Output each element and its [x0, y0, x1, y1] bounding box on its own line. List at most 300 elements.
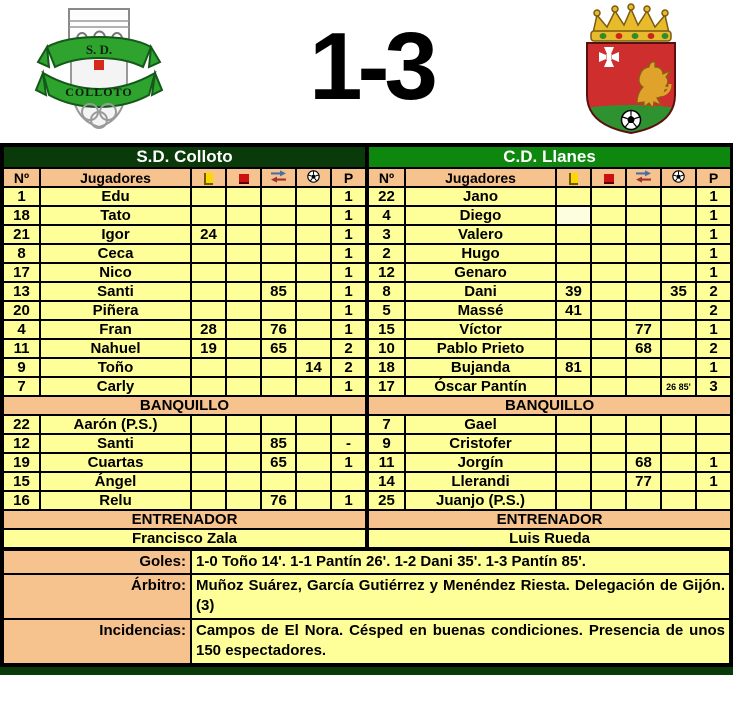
player-number: 4: [368, 206, 405, 225]
matches-played: 2: [696, 282, 731, 301]
matches-played: 1: [331, 206, 366, 225]
red-card-minute: [591, 225, 626, 244]
yellow-card-minute: [191, 415, 226, 434]
player-number: 4: [3, 320, 40, 339]
column-header-row: [368, 168, 731, 187]
coach-name: Francisco Zala: [3, 529, 366, 548]
home-team-table: [2, 145, 367, 549]
colloto-crest-icon: [33, 5, 165, 133]
player-number: 1: [3, 187, 40, 206]
player-row: [368, 187, 731, 206]
away-team-name-row: [368, 146, 731, 168]
bench-header-label: BANQUILLO: [368, 396, 731, 415]
substitution-minute: 77: [626, 472, 661, 491]
substitution-minute: [626, 415, 661, 434]
goal-minute: [296, 244, 331, 263]
away-team-crest: [577, 3, 685, 140]
yellow-card-minute: [191, 206, 226, 225]
matches-played: [696, 491, 731, 510]
red-card-minute: [226, 244, 261, 263]
player-name: Cristofer: [405, 434, 556, 453]
substitution-minute: [261, 301, 296, 320]
substitution-minute: 85: [261, 282, 296, 301]
player-number: 2: [368, 244, 405, 263]
matches-played: 2: [696, 339, 731, 358]
player-row: [3, 339, 366, 358]
matches-played: 1: [696, 320, 731, 339]
player-number: 13: [3, 282, 40, 301]
matches-played: 1: [696, 453, 731, 472]
column-header-n: Nº: [368, 168, 405, 187]
red-card-minute: [591, 453, 626, 472]
player-name: Nico: [40, 263, 191, 282]
player-number: 18: [3, 206, 40, 225]
player-number: 5: [368, 301, 405, 320]
yellow-card-minute: [556, 472, 591, 491]
matches-played: 1: [331, 244, 366, 263]
yellow-card-minute: [191, 187, 226, 206]
player-number: 12: [3, 434, 40, 453]
llanes-crest-icon: [577, 3, 685, 135]
goal-minute: [296, 225, 331, 244]
red-card-minute: [591, 358, 626, 377]
goal-minute: [661, 434, 696, 453]
substitution-minute: [626, 491, 661, 510]
substitution-minute: [626, 358, 661, 377]
player-row: [3, 206, 366, 225]
substitution-minute: 68: [626, 453, 661, 472]
player-name: Cuartas: [40, 453, 191, 472]
column-header-yellow-card: [191, 168, 226, 187]
yellow-card-minute: [556, 206, 591, 225]
player-name: Juanjo (P.S.): [405, 491, 556, 510]
matches-played: 1: [331, 187, 366, 206]
goal-minute: [296, 187, 331, 206]
red-card-minute: [591, 282, 626, 301]
player-name: Jorgín: [405, 453, 556, 472]
player-row: [368, 434, 731, 453]
yellow-card-minute: [556, 491, 591, 510]
player-name: Genaro: [405, 263, 556, 282]
substitution-minute: 85: [261, 434, 296, 453]
player-name: Massé: [405, 301, 556, 320]
red-card-minute: [226, 320, 261, 339]
red-card-minute: [226, 453, 261, 472]
player-row: [3, 187, 366, 206]
yellow-card-minute: 41: [556, 301, 591, 320]
substitution-minute: 65: [261, 453, 296, 472]
player-number: 17: [368, 377, 405, 396]
goal-minute: [296, 263, 331, 282]
goal-minute: [296, 301, 331, 320]
incidents-row: [3, 619, 730, 664]
bench-header: [368, 396, 731, 415]
goal-minute: [296, 453, 331, 472]
red-card-minute: [591, 206, 626, 225]
matches-played: [331, 415, 366, 434]
bench-header-label: BANQUILLO: [3, 396, 366, 415]
matches-played: 1: [331, 377, 366, 396]
goal-minute: [296, 491, 331, 510]
player-number: 9: [368, 434, 405, 453]
player-number: 11: [3, 339, 40, 358]
goals-text: 1-0 Toño 14'. 1-1 Pantín 26'. 1-2 Dani 35'. 1-3 Pantín 85'.: [191, 550, 730, 574]
player-row: [3, 301, 366, 320]
player-row: [3, 472, 366, 491]
referee-label: Árbitro:: [3, 574, 191, 619]
matches-played: -: [331, 434, 366, 453]
column-header-n: Nº: [3, 168, 40, 187]
yellow-card-minute: 28: [191, 320, 226, 339]
goal-minute: [296, 472, 331, 491]
coach-header-label: ENTRENADOR: [3, 510, 366, 529]
substitution-minute: [261, 187, 296, 206]
red-card-minute: [226, 358, 261, 377]
matches-played: 1: [696, 225, 731, 244]
column-header-jugadores: Jugadores: [405, 168, 556, 187]
red-card-minute: [226, 225, 261, 244]
player-row: [368, 320, 731, 339]
column-header-row: [3, 168, 366, 187]
red-card-minute: [591, 320, 626, 339]
yellow-card-minute: [556, 263, 591, 282]
player-number: 11: [368, 453, 405, 472]
referee-row: [3, 574, 730, 619]
red-card-minute: [226, 377, 261, 396]
matches-played: 1: [696, 206, 731, 225]
red-card-minute: [226, 415, 261, 434]
goal-minute: [661, 187, 696, 206]
red-card-minute: [591, 377, 626, 396]
matches-played: 1: [696, 187, 731, 206]
substitution-minute: 68: [626, 339, 661, 358]
player-number: 22: [3, 415, 40, 434]
goals-label: Goles:: [3, 550, 191, 574]
goal-minute: [661, 415, 696, 434]
substitution-minute: [261, 206, 296, 225]
player-number: 15: [3, 472, 40, 491]
coach-header: [3, 510, 366, 529]
player-row: [3, 244, 366, 263]
yellow-card-minute: [191, 491, 226, 510]
red-card-minute: [226, 339, 261, 358]
bench-header: [3, 396, 366, 415]
goal-minute: [661, 206, 696, 225]
yellow-card-minute: [556, 339, 591, 358]
player-row: [368, 472, 731, 491]
player-row: [368, 206, 731, 225]
player-name: Hugo: [405, 244, 556, 263]
player-name: Santi: [40, 282, 191, 301]
goal-minute: [296, 434, 331, 453]
column-header-substitution: [261, 168, 296, 187]
player-row: [3, 320, 366, 339]
player-row: [368, 244, 731, 263]
yellow-card-icon: [569, 173, 578, 185]
yellow-card-minute: [191, 377, 226, 396]
goal-minute: [296, 377, 331, 396]
player-row: [368, 358, 731, 377]
player-row: [3, 491, 366, 510]
red-card-minute: [591, 339, 626, 358]
yellow-card-minute: [556, 187, 591, 206]
player-row: [3, 358, 366, 377]
red-card-minute: [591, 491, 626, 510]
red-card-minute: [591, 263, 626, 282]
red-card-minute: [591, 187, 626, 206]
red-card-minute: [591, 472, 626, 491]
column-header-yellow-card: [556, 168, 591, 187]
substitution-minute: [261, 244, 296, 263]
substitution-minute: [261, 415, 296, 434]
matches-played: 1: [331, 301, 366, 320]
player-number: 17: [3, 263, 40, 282]
matches-played: 1: [331, 282, 366, 301]
substitution-minute: [626, 244, 661, 263]
matches-played: [696, 434, 731, 453]
matches-played: 2: [696, 301, 731, 320]
column-header-red-card: [226, 168, 261, 187]
player-row: [368, 491, 731, 510]
column-header-substitution: [626, 168, 661, 187]
goal-minute: [661, 339, 696, 358]
home-team-rows: [3, 187, 366, 548]
goal-ball-icon: [307, 170, 320, 183]
player-number: 16: [3, 491, 40, 510]
player-name: Tato: [40, 206, 191, 225]
substitution-minute: [626, 263, 661, 282]
matches-played: 1: [696, 472, 731, 491]
red-card-minute: [591, 244, 626, 263]
goal-minute: 14: [296, 358, 331, 377]
yellow-card-minute: [556, 453, 591, 472]
yellow-card-minute: 24: [191, 225, 226, 244]
player-row: [368, 415, 731, 434]
red-card-minute: [226, 187, 261, 206]
player-name: Valero: [405, 225, 556, 244]
substitution-minute: [626, 301, 661, 320]
coach-header-label: ENTRENADOR: [368, 510, 731, 529]
away-team-table: [367, 145, 732, 549]
yellow-card-minute: [191, 453, 226, 472]
player-row: [368, 453, 731, 472]
goal-minute: [661, 472, 696, 491]
red-card-minute: [226, 282, 261, 301]
yellow-card-minute: [556, 434, 591, 453]
red-card-minute: [591, 301, 626, 320]
yellow-card-minute: [556, 377, 591, 396]
goal-minute: 35: [661, 282, 696, 301]
player-number: 19: [3, 453, 40, 472]
goal-minute: [296, 206, 331, 225]
player-number: 7: [3, 377, 40, 396]
player-number: 18: [368, 358, 405, 377]
player-row: [368, 263, 731, 282]
matches-played: 2: [331, 339, 366, 358]
player-name: Ceca: [40, 244, 191, 263]
goal-minute: [296, 282, 331, 301]
substitution-minute: [261, 263, 296, 282]
column-header-goal: [661, 168, 696, 187]
svg-text:S. D.: S. D.: [85, 42, 113, 57]
yellow-card-minute: 39: [556, 282, 591, 301]
player-row: [3, 263, 366, 282]
player-number: 22: [368, 187, 405, 206]
substitution-minute: [261, 472, 296, 491]
goal-ball-icon: [672, 170, 685, 183]
yellow-card-minute: [191, 434, 226, 453]
matches-played: 1: [696, 244, 731, 263]
player-name: Relu: [40, 491, 191, 510]
player-name: Ángel: [40, 472, 191, 491]
player-name: Piñera: [40, 301, 191, 320]
yellow-card-minute: [191, 472, 226, 491]
red-card-icon: [239, 174, 249, 184]
goal-minute: 26 85': [661, 377, 696, 396]
player-row: [3, 282, 366, 301]
player-row: [3, 453, 366, 472]
home-team-name-row: [3, 146, 366, 168]
goal-minute: [661, 320, 696, 339]
substitution-icon: [635, 170, 652, 183]
substitution-minute: [261, 358, 296, 377]
lineup-tables: [2, 145, 731, 549]
matches-played: 1: [331, 225, 366, 244]
goal-minute: [296, 415, 331, 434]
yellow-card-minute: [191, 301, 226, 320]
red-card-minute: [226, 491, 261, 510]
player-row: [368, 225, 731, 244]
home-team-name: S.D. Colloto: [3, 146, 366, 168]
player-number: 8: [368, 282, 405, 301]
substitution-minute: [261, 377, 296, 396]
column-header-p: P: [696, 168, 731, 187]
matches-played: 1: [696, 358, 731, 377]
yellow-card-icon: [204, 173, 213, 185]
matches-played: 1: [331, 320, 366, 339]
player-name: Santi: [40, 434, 191, 453]
yellow-card-minute: [191, 244, 226, 263]
player-name: Jano: [405, 187, 556, 206]
player-row: [3, 434, 366, 453]
player-name: Óscar Pantín: [405, 377, 556, 396]
incidents-label: Incidencias:: [3, 619, 191, 664]
player-number: 3: [368, 225, 405, 244]
player-number: 9: [3, 358, 40, 377]
red-card-minute: [591, 434, 626, 453]
substitution-minute: [261, 225, 296, 244]
player-name: Llerandi: [405, 472, 556, 491]
player-name: Dani: [405, 282, 556, 301]
yellow-card-minute: 81: [556, 358, 591, 377]
matches-played: [331, 472, 366, 491]
home-team-crest: [33, 5, 165, 138]
player-row: [368, 339, 731, 358]
column-header-p: P: [331, 168, 366, 187]
player-name: Diego: [405, 206, 556, 225]
substitution-minute: [626, 377, 661, 396]
player-row: [368, 301, 731, 320]
away-team-rows: [368, 187, 731, 548]
red-card-minute: [226, 301, 261, 320]
red-card-icon: [604, 174, 614, 184]
match-info: [2, 549, 731, 665]
column-header-red-card: [591, 168, 626, 187]
matches-played: 3: [696, 377, 731, 396]
player-number: 10: [368, 339, 405, 358]
goal-minute: [661, 244, 696, 263]
yellow-card-minute: [191, 358, 226, 377]
yellow-card-minute: [556, 415, 591, 434]
player-name: Nahuel: [40, 339, 191, 358]
coach-header: [368, 510, 731, 529]
matches-played: 1: [696, 263, 731, 282]
player-name: Aarón (P.S.): [40, 415, 191, 434]
goal-minute: [661, 301, 696, 320]
substitution-minute: 76: [261, 491, 296, 510]
away-team-name: C.D. Llanes: [368, 146, 731, 168]
matches-played: 2: [331, 358, 366, 377]
goal-minute: [661, 263, 696, 282]
yellow-card-minute: 19: [191, 339, 226, 358]
red-card-minute: [226, 263, 261, 282]
goals-row: [3, 550, 730, 574]
player-name: Víctor: [405, 320, 556, 339]
yellow-card-minute: [556, 225, 591, 244]
goal-minute: [296, 339, 331, 358]
match-sheet: [0, 143, 733, 667]
substitution-minute: [626, 282, 661, 301]
substitution-minute: 65: [261, 339, 296, 358]
player-row: [3, 225, 366, 244]
yellow-card-minute: [556, 244, 591, 263]
player-name: Fran: [40, 320, 191, 339]
player-row: [368, 282, 731, 301]
red-card-minute: [226, 472, 261, 491]
player-number: 12: [368, 263, 405, 282]
red-card-minute: [226, 206, 261, 225]
player-number: 7: [368, 415, 405, 434]
incidents-text: Campos de El Nora. Césped en buenas condiciones. Presencia de unos 150 espectadores.: [191, 619, 730, 664]
substitution-minute: [626, 434, 661, 453]
matches-played: 1: [331, 453, 366, 472]
yellow-card-minute: [191, 282, 226, 301]
player-row: [368, 377, 731, 396]
svg-text:COLLOTO: COLLOTO: [65, 85, 133, 99]
column-header-goal: [296, 168, 331, 187]
player-number: 21: [3, 225, 40, 244]
player-name: Gael: [405, 415, 556, 434]
substitution-minute: 76: [261, 320, 296, 339]
player-name: Carly: [40, 377, 191, 396]
player-number: 15: [368, 320, 405, 339]
matches-played: 1: [331, 491, 366, 510]
substitution-minute: [626, 225, 661, 244]
referee-text: Muñoz Suárez, García Gutiérrez y Menéndez Riesta. Delegación de Gijón. (3): [191, 574, 730, 619]
goal-minute: [661, 358, 696, 377]
player-name: Igor: [40, 225, 191, 244]
player-name: Bujanda: [405, 358, 556, 377]
goal-minute: [661, 225, 696, 244]
matches-played: 1: [331, 263, 366, 282]
coach-name: Luis Rueda: [368, 529, 731, 548]
player-row: [3, 377, 366, 396]
matches-played: [696, 415, 731, 434]
match-score: 1-3: [309, 12, 433, 120]
goal-minute: [296, 320, 331, 339]
player-number: 20: [3, 301, 40, 320]
coach-row: [368, 529, 731, 548]
